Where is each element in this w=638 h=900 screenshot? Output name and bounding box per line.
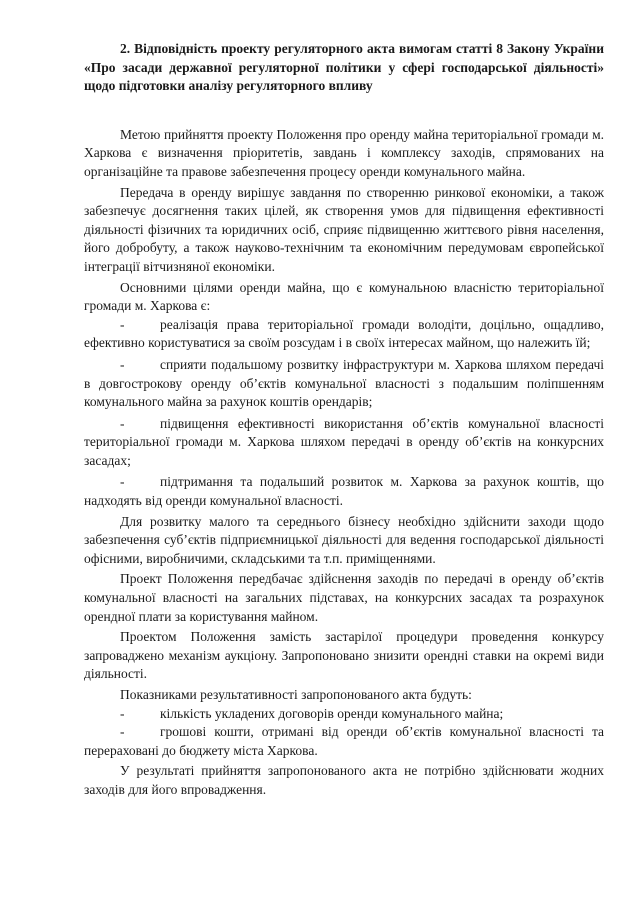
goal-text: реалізація права територіальної громади володіти, доцільно, ощадливо, ефективно користуватися за своїм розсудам і в своїх інтересах майном, що належить їй; xyxy=(84,316,604,351)
goal-item xyxy=(84,356,604,412)
indicator-item xyxy=(84,723,604,760)
paragraph-business-development: Для розвитку малого та середнього бізнесу необхідно здійснити заходи щодо забезпечення суб’єктів підприємницької діяльності для ведення господарської діяльності офісними, виробничими, складськими та т.п. приміщеннями. xyxy=(84,513,604,566)
paragraph-purpose: Метою прийняття проекту Положення про оренду майна територіальної громади м. Харкова є визначення пріоритетів, завдань і комплексу заходів, спрямованих на організаційне та правове забезпечення процесу оренди комунального майна. xyxy=(84,126,604,179)
paragraph-conclusion: У результаті прийняття запропонованого акта не потрібно здійснювати жодних заходів для його впровадження. xyxy=(84,763,604,797)
dash-marker: - xyxy=(120,415,125,431)
goal-item xyxy=(84,316,604,353)
goal-item xyxy=(84,415,604,471)
paragraph-indicators: Показниками результативності запропонованого акта будуть: xyxy=(120,687,472,702)
paragraph-lease-tasks: Передача в оренду вирішує завдання по створенню ринкової економіки, а також забезпечує досягнення таких цілей, як створення умов для підвищення ефективності діяльності фізичних та юридичних осіб, сприяє підвищенню життєвого рівня населення, його добробуту, а також науково-технічним та економічним передумовам європейської інтеграції вітчизняної економіки. xyxy=(84,184,604,274)
paragraph-auction-mechanism: Проектом Положення замість застарілої процедури проведення конкурсу запроваджено механізм аукціону. Запропоновано знизити орендні ставки на окремі види діяльності. xyxy=(84,629,604,682)
section-heading: 2. Відповідність проекту регуляторного акта вимогам статті 8 Закону України «Про засади державної регуляторної політики у сфері господарської діяльності» щодо підготовки аналізу регуляторного впливу xyxy=(84,41,604,94)
goal-item xyxy=(84,473,604,510)
dash-marker: - xyxy=(120,356,125,372)
indicator-item xyxy=(84,705,604,724)
goal-text: сприяти подальшому розвитку інфраструктури м. Харкова шляхом передачі в довгострокову оренду об’єктів комунальної власності з подальшим поліпшенням комунального майна за рахунок коштів орендарів; xyxy=(84,356,604,410)
dash-marker: - xyxy=(120,705,125,721)
paragraph-project-measures: Проект Положення передбачає здійснення заходів по передачі в оренду об’єктів комунальної власності на загальних підставах, на конкурсних засадах та розрахунок орендної плати за користування майном. xyxy=(84,571,604,624)
paragraph-main-goals: Основними цілями оренди майна, що є комунальною власністю територіальної громади м. Харкова є: xyxy=(84,279,604,314)
goal-text: підвищення ефективності використання об’єктів комунальної власності територіальної громади м. Харкова шляхом передачі в оренду об’єктів на конкурсних засадах; xyxy=(84,415,604,468)
dash-marker: - xyxy=(120,316,125,332)
indicator-text: кількість укладених договорів оренди комунального майна; xyxy=(160,705,504,721)
goal-text: підтримання та подальший розвиток м. Харкова за рахунок коштів, що надходять від оренди комунальної власності. xyxy=(84,474,604,509)
dash-marker: - xyxy=(120,724,125,740)
dash-marker: - xyxy=(120,474,125,490)
indicator-text: грошові кошти, отримані від оренди об’єктів комунальної власності та перераховані до бюджету міста Харкова. xyxy=(84,724,604,758)
document-page xyxy=(84,40,604,800)
